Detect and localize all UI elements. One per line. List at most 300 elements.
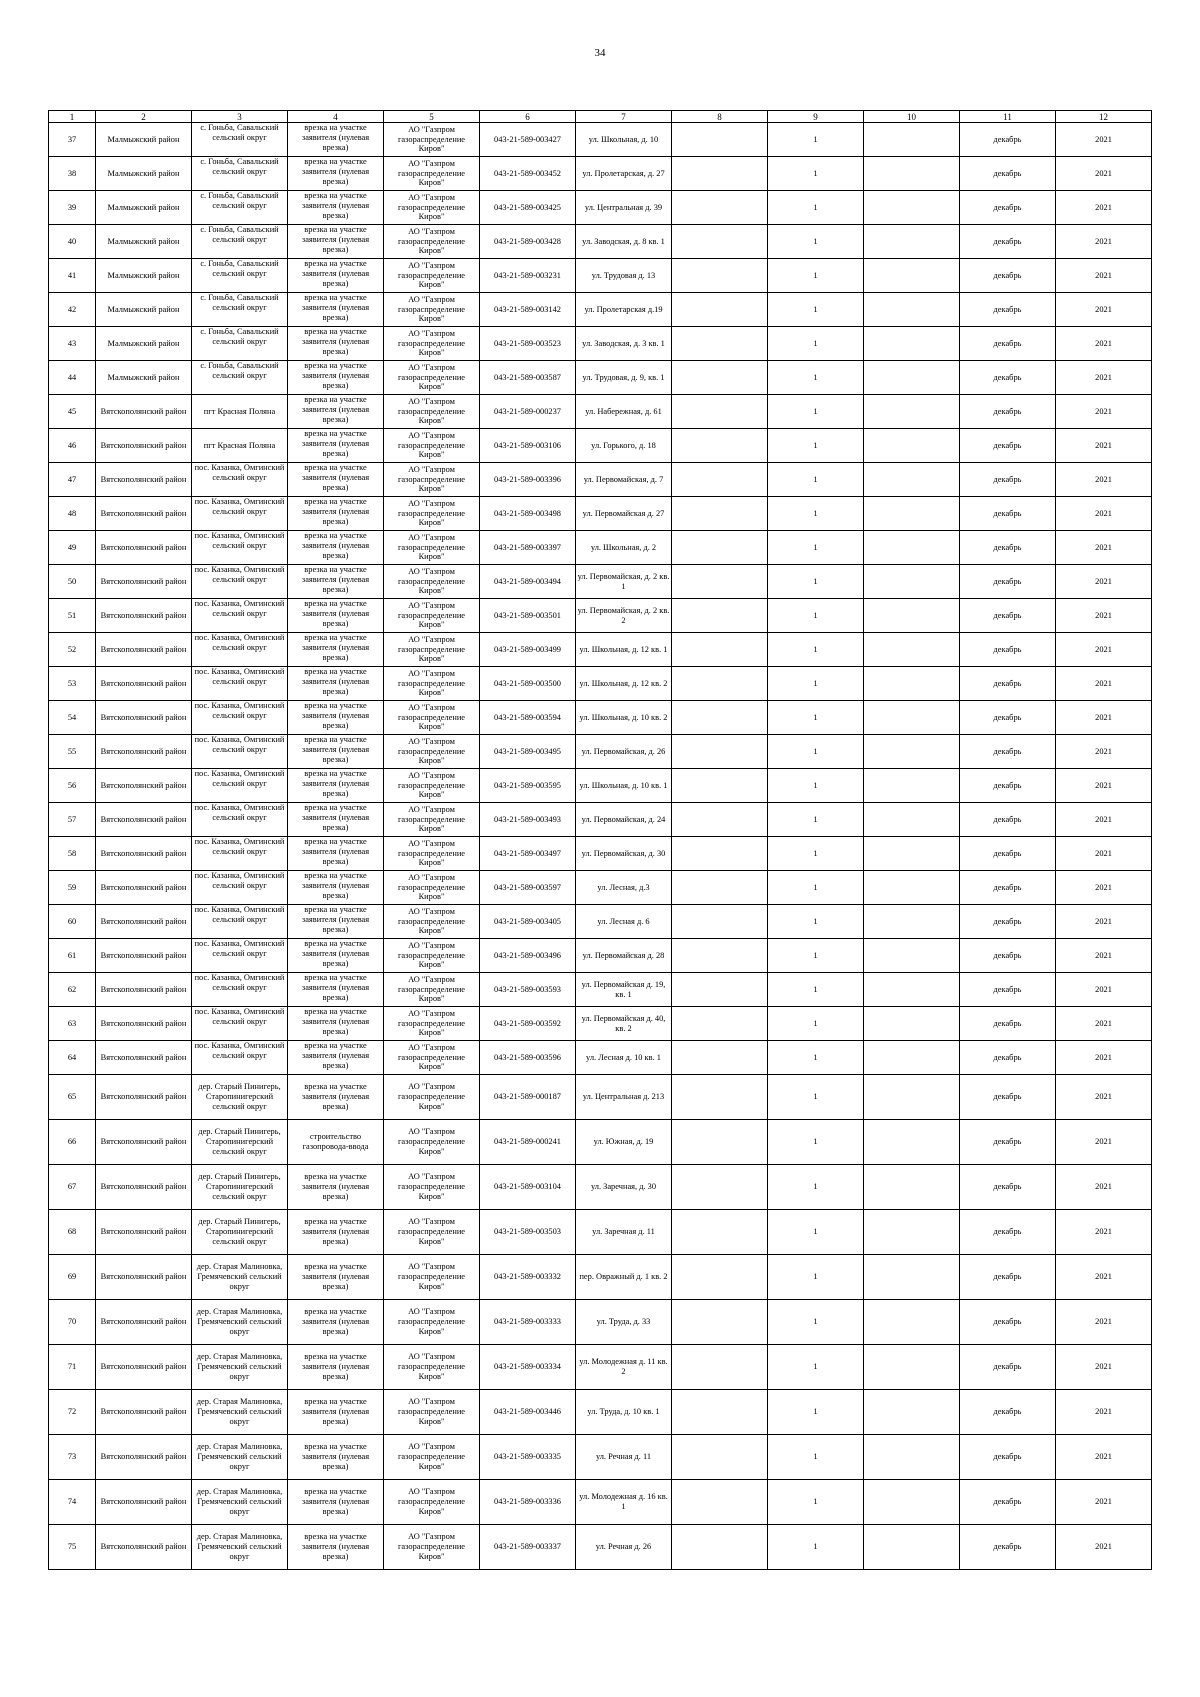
year-cell: 2021 <box>1056 463 1152 497</box>
organization-cell <box>384 1480 480 1525</box>
work-type-cell <box>288 1435 384 1480</box>
month-cell: декабрь <box>960 837 1056 871</box>
locality-cell <box>192 1480 288 1525</box>
month-cell: декабрь <box>960 327 1056 361</box>
quantity-cell: 1 <box>768 1165 864 1210</box>
quantity-cell: 1 <box>768 429 864 463</box>
col10-cell <box>864 327 960 361</box>
locality-text: дер. Старая Малиновка, Гремячевский сельский округ <box>196 1352 283 1381</box>
col8-cell <box>672 1525 768 1570</box>
year-cell: 2021 <box>1056 837 1152 871</box>
row-number-cell: 57 <box>49 803 96 837</box>
work-type-text: врезка на участке заявителя (нулевая врезка) <box>301 157 370 186</box>
col8-cell <box>672 395 768 429</box>
table-row <box>49 497 1152 531</box>
work-type-cell <box>288 327 384 361</box>
quantity-cell: 1 <box>768 565 864 599</box>
organization-cell <box>384 157 480 191</box>
organization-text: АО "Газпром газораспределение Киров" <box>397 600 466 630</box>
year-cell: 2021 <box>1056 1075 1152 1120</box>
month-cell: декабрь <box>960 1075 1056 1120</box>
locality-cell <box>192 1007 288 1041</box>
quantity-cell: 1 <box>768 395 864 429</box>
work-type-text: врезка на участке заявителя (нулевая врезка) <box>301 1007 370 1036</box>
organization-cell <box>384 1345 480 1390</box>
work-type-cell <box>288 871 384 905</box>
row-number-cell: 60 <box>49 905 96 939</box>
table-row <box>49 939 1152 973</box>
locality-cell <box>192 565 288 599</box>
district-cell: Вятскополянский район <box>96 769 192 803</box>
year-cell: 2021 <box>1056 1255 1152 1300</box>
code-cell: 043-21-589-003493 <box>480 803 576 837</box>
code-cell: 043-21-589-003427 <box>480 123 576 157</box>
locality-text: пос. Казанка, Омгинский сельский округ <box>194 803 285 822</box>
month-cell: декабрь <box>960 259 1056 293</box>
address-cell: ул. Школьная, д. 10 <box>576 123 672 157</box>
organization-text: АО "Газпром газораспределение Киров" <box>397 464 466 494</box>
column-number-4: 4 <box>288 111 384 123</box>
table-row <box>49 565 1152 599</box>
col10-cell <box>864 1041 960 1075</box>
locality-text: пос. Казанка, Омгинский сельский округ <box>194 463 285 482</box>
district-cell: Малмыжский район <box>96 123 192 157</box>
code-cell: 043-21-589-003587 <box>480 361 576 395</box>
quantity-cell: 1 <box>768 837 864 871</box>
row-number-cell: 75 <box>49 1525 96 1570</box>
locality-text: пос. Казанка, Омгинский сельский округ <box>194 531 285 550</box>
month-cell: декабрь <box>960 531 1056 565</box>
col8-cell <box>672 1255 768 1300</box>
locality-cell <box>192 259 288 293</box>
code-cell: 043-21-589-003503 <box>480 1210 576 1255</box>
organization-cell <box>384 1390 480 1435</box>
year-cell: 2021 <box>1056 1390 1152 1435</box>
col10-cell <box>864 429 960 463</box>
work-type-cell <box>288 735 384 769</box>
locality-cell <box>192 837 288 871</box>
work-type-cell <box>288 667 384 701</box>
organization-text: АО "Газпром газораспределение Киров" <box>397 158 466 188</box>
quantity-cell: 1 <box>768 1390 864 1435</box>
column-number-3: 3 <box>192 111 288 123</box>
quantity-cell: 1 <box>768 225 864 259</box>
month-cell: декабрь <box>960 1041 1056 1075</box>
quantity-cell: 1 <box>768 1041 864 1075</box>
table-row <box>49 123 1152 157</box>
table-body <box>49 123 1152 1570</box>
locality-cell <box>192 701 288 735</box>
column-number-9: 9 <box>768 111 864 123</box>
address-cell: ул. Школьная, д. 2 <box>576 531 672 565</box>
code-cell: 043-21-589-000237 <box>480 395 576 429</box>
work-type-text: врезка на участке заявителя (нулевая врезка) <box>301 599 370 628</box>
col8-cell <box>672 837 768 871</box>
locality-cell <box>192 157 288 191</box>
organization-text: АО "Газпром газораспределение Киров" <box>397 396 466 426</box>
address-cell: ул. Первомайская, д. 30 <box>576 837 672 871</box>
district-cell: Вятскополянский район <box>96 1041 192 1075</box>
col8-cell <box>672 1210 768 1255</box>
locality-cell <box>192 769 288 803</box>
col8-cell <box>672 701 768 735</box>
col10-cell <box>864 905 960 939</box>
col10-cell <box>864 225 960 259</box>
col8-cell <box>672 1075 768 1120</box>
work-type-text: врезка на участке заявителя (нулевая врезка) <box>301 1532 370 1561</box>
month-cell: декабрь <box>960 735 1056 769</box>
locality-cell <box>192 1300 288 1345</box>
row-number-cell: 50 <box>49 565 96 599</box>
year-cell: 2021 <box>1056 531 1152 565</box>
year-cell: 2021 <box>1056 1345 1152 1390</box>
code-cell: 043-21-589-003106 <box>480 429 576 463</box>
table-row <box>49 157 1152 191</box>
month-cell: декабрь <box>960 667 1056 701</box>
work-type-cell <box>288 769 384 803</box>
table-row <box>49 395 1152 429</box>
organization-cell <box>384 497 480 531</box>
column-number-8: 8 <box>672 111 768 123</box>
col8-cell <box>672 1007 768 1041</box>
organization-text: АО "Газпром газораспределение Киров" <box>397 1442 466 1471</box>
table-row <box>49 1210 1152 1255</box>
organization-cell <box>384 837 480 871</box>
col8-cell <box>672 463 768 497</box>
work-type-text: врезка на участке заявителя (нулевая врезка) <box>301 1217 370 1246</box>
col10-cell <box>864 293 960 327</box>
organization-text: АО "Газпром газораспределение Киров" <box>397 498 466 528</box>
col10-cell <box>864 837 960 871</box>
col10-cell <box>864 157 960 191</box>
month-cell: декабрь <box>960 1165 1056 1210</box>
table-row <box>49 1480 1152 1525</box>
work-type-cell <box>288 429 384 463</box>
quantity-cell: 1 <box>768 1525 864 1570</box>
organization-cell <box>384 191 480 225</box>
month-cell: декабрь <box>960 803 1056 837</box>
work-type-text: врезка на участке заявителя (нулевая врезка) <box>301 803 370 832</box>
quantity-cell: 1 <box>768 905 864 939</box>
organization-cell <box>384 1210 480 1255</box>
code-cell: 043-21-589-003597 <box>480 871 576 905</box>
locality-text: с. Гоньба, Савальский сельский округ <box>200 123 279 142</box>
locality-text: дер. Старая Малиновка, Гремячевский сельский округ <box>196 1442 283 1471</box>
table-row <box>49 1120 1152 1165</box>
work-type-cell <box>288 1255 384 1300</box>
district-cell: Малмыжский район <box>96 157 192 191</box>
work-type-cell <box>288 531 384 565</box>
row-number-cell: 44 <box>49 361 96 395</box>
row-number-cell: 65 <box>49 1075 96 1120</box>
column-number-10: 10 <box>864 111 960 123</box>
code-cell: 043-21-589-003142 <box>480 293 576 327</box>
year-cell: 2021 <box>1056 1300 1152 1345</box>
row-number-cell: 70 <box>49 1300 96 1345</box>
organization-text: АО "Газпром газораспределение Киров" <box>397 1172 466 1201</box>
row-number-cell: 55 <box>49 735 96 769</box>
district-cell: Вятскополянский район <box>96 837 192 871</box>
work-type-cell <box>288 1007 384 1041</box>
col10-cell <box>864 463 960 497</box>
table-row <box>49 667 1152 701</box>
month-cell: декабрь <box>960 429 1056 463</box>
year-cell: 2021 <box>1056 497 1152 531</box>
work-type-text: врезка на участке заявителя (нулевая врезка) <box>301 1442 370 1471</box>
col8-cell <box>672 769 768 803</box>
address-cell: ул. Лесная, д.3 <box>576 871 672 905</box>
month-cell: декабрь <box>960 1525 1056 1570</box>
row-number-cell: 63 <box>49 1007 96 1041</box>
work-type-cell <box>288 191 384 225</box>
col8-cell <box>672 1480 768 1525</box>
district-cell: Вятскополянский район <box>96 973 192 1007</box>
address-cell: ул. Первомайская, д. 24 <box>576 803 672 837</box>
work-type-cell <box>288 905 384 939</box>
address-cell: ул. Первомайская, д. 2 кв. 1 <box>576 565 672 599</box>
work-type-text: врезка на участке заявителя (нулевая врезка) <box>301 497 370 526</box>
organization-text: АО "Газпром газораспределение Киров" <box>397 770 466 800</box>
address-cell: ул. Школьная, д. 12 кв. 2 <box>576 667 672 701</box>
code-cell: 043-21-589-003494 <box>480 565 576 599</box>
organization-text: АО "Газпром газораспределение Киров" <box>397 872 466 902</box>
work-type-text: врезка на участке заявителя (нулевая врезка) <box>301 429 370 458</box>
year-cell: 2021 <box>1056 1480 1152 1525</box>
col8-cell <box>672 293 768 327</box>
year-cell: 2021 <box>1056 769 1152 803</box>
code-cell: 043-21-589-003104 <box>480 1165 576 1210</box>
code-cell: 043-21-589-003592 <box>480 1007 576 1041</box>
year-cell: 2021 <box>1056 939 1152 973</box>
work-type-cell <box>288 157 384 191</box>
locality-cell <box>192 191 288 225</box>
locality-cell <box>192 667 288 701</box>
work-type-cell <box>288 361 384 395</box>
locality-cell <box>192 1165 288 1210</box>
col8-cell <box>672 259 768 293</box>
col8-cell <box>672 633 768 667</box>
work-type-cell <box>288 1525 384 1570</box>
work-type-text: врезка на участке заявителя (нулевая врезка) <box>301 463 370 492</box>
locality-text: с. Гоньба, Савальский сельский округ <box>200 157 279 176</box>
locality-text: пос. Казанка, Омгинский сельский округ <box>194 497 285 516</box>
work-type-text: врезка на участке заявителя (нулевая врезка) <box>301 327 370 356</box>
work-type-cell <box>288 1075 384 1120</box>
month-cell: декабрь <box>960 497 1056 531</box>
district-cell: Малмыжский район <box>96 191 192 225</box>
col8-cell <box>672 803 768 837</box>
district-cell: Вятскополянский район <box>96 735 192 769</box>
locality-text: дер. Старый Пинигерь, Старопинигерский сельский округ <box>198 1127 281 1156</box>
organization-text: АО "Газпром газораспределение Киров" <box>397 1008 466 1038</box>
year-cell: 2021 <box>1056 1525 1152 1570</box>
address-cell: ул. Заводская, д. 8 кв. 1 <box>576 225 672 259</box>
address-cell: ул. Трудовая д. 13 <box>576 259 672 293</box>
month-cell: декабрь <box>960 1210 1056 1255</box>
work-type-cell <box>288 1390 384 1435</box>
col10-cell <box>864 633 960 667</box>
organization-text: АО "Газпром газораспределение Киров" <box>397 1127 466 1156</box>
locality-cell <box>192 123 288 157</box>
table-row <box>49 225 1152 259</box>
organization-cell <box>384 361 480 395</box>
district-cell: Вятскополянский район <box>96 1435 192 1480</box>
quantity-cell: 1 <box>768 361 864 395</box>
address-cell: ул. Горького, д. 18 <box>576 429 672 463</box>
locality-text: дер. Старая Малиновка, Гремячевский сельский округ <box>196 1262 283 1291</box>
work-type-cell <box>288 565 384 599</box>
year-cell: 2021 <box>1056 1165 1152 1210</box>
row-number-cell: 66 <box>49 1120 96 1165</box>
row-number-cell: 64 <box>49 1041 96 1075</box>
quantity-cell: 1 <box>768 1300 864 1345</box>
work-type-cell <box>288 497 384 531</box>
row-number-cell: 61 <box>49 939 96 973</box>
month-cell: декабрь <box>960 871 1056 905</box>
table-row <box>49 905 1152 939</box>
column-number-5: 5 <box>384 111 480 123</box>
work-type-text: врезка на участке заявителя (нулевая врезка) <box>301 361 370 390</box>
locality-text: дер. Старая Малиновка, Гремячевский сельский округ <box>196 1487 283 1516</box>
locality-cell <box>192 871 288 905</box>
district-cell: Вятскополянский район <box>96 701 192 735</box>
quantity-cell: 1 <box>768 327 864 361</box>
locality-cell <box>192 905 288 939</box>
code-cell: 043-21-589-003396 <box>480 463 576 497</box>
locality-text: дер. Старый Пинигерь, Старопинигерский сельский округ <box>198 1172 281 1201</box>
row-number-cell: 68 <box>49 1210 96 1255</box>
district-cell: Вятскополянский район <box>96 497 192 531</box>
organization-cell <box>384 327 480 361</box>
quantity-cell: 1 <box>768 1345 864 1390</box>
address-cell: ул. Первомайская, д. 2 кв. 2 <box>576 599 672 633</box>
organization-text: АО "Газпром газораспределение Киров" <box>397 1042 466 1072</box>
organization-cell <box>384 531 480 565</box>
col10-cell <box>864 1007 960 1041</box>
table-row <box>49 599 1152 633</box>
month-cell: декабрь <box>960 225 1056 259</box>
district-cell: Вятскополянский район <box>96 395 192 429</box>
col10-cell <box>864 1390 960 1435</box>
quantity-cell: 1 <box>768 667 864 701</box>
quantity-cell: 1 <box>768 259 864 293</box>
table-row <box>49 191 1152 225</box>
month-cell: декабрь <box>960 395 1056 429</box>
quantity-cell: 1 <box>768 973 864 1007</box>
row-number-cell: 54 <box>49 701 96 735</box>
col8-cell <box>672 191 768 225</box>
organization-cell <box>384 1435 480 1480</box>
code-cell: 043-21-589-003231 <box>480 259 576 293</box>
code-cell: 043-21-589-003595 <box>480 769 576 803</box>
work-type-text: врезка на участке заявителя (нулевая врезка) <box>301 1352 370 1381</box>
work-type-cell <box>288 395 384 429</box>
organization-text: АО "Газпром газораспределение Киров" <box>397 1307 466 1336</box>
locality-text: пос. Казанка, Омгинский сельский округ <box>194 905 285 924</box>
locality-cell: пгт Красная Поляна <box>192 429 288 463</box>
organization-text: АО "Газпром газораспределение Киров" <box>397 124 466 154</box>
month-cell: декабрь <box>960 1480 1056 1525</box>
work-type-cell: строительство газопровода-ввода <box>288 1120 384 1165</box>
quantity-cell: 1 <box>768 1435 864 1480</box>
col8-cell <box>672 429 768 463</box>
col10-cell <box>864 599 960 633</box>
address-cell: ул. Центральная д. 39 <box>576 191 672 225</box>
year-cell: 2021 <box>1056 259 1152 293</box>
district-cell: Вятскополянский район <box>96 1525 192 1570</box>
quantity-cell: 1 <box>768 1120 864 1165</box>
locality-text: с. Гоньба, Савальский сельский округ <box>200 191 279 210</box>
organization-text: АО "Газпром газораспределение Киров" <box>397 192 466 222</box>
year-cell: 2021 <box>1056 429 1152 463</box>
column-number-2: 2 <box>96 111 192 123</box>
address-cell: ул. Лесная д. 10 кв. 1 <box>576 1041 672 1075</box>
organization-text: АО "Газпром газораспределение Киров" <box>397 634 466 664</box>
work-type-cell <box>288 293 384 327</box>
organization-cell <box>384 463 480 497</box>
locality-cell <box>192 1255 288 1300</box>
organization-cell <box>384 123 480 157</box>
year-cell: 2021 <box>1056 803 1152 837</box>
work-type-cell <box>288 1041 384 1075</box>
district-cell: Вятскополянский район <box>96 939 192 973</box>
address-cell: ул. Лесная д. 6 <box>576 905 672 939</box>
table-row <box>49 1525 1152 1570</box>
organization-text: АО "Газпром газораспределение Киров" <box>397 362 466 392</box>
work-type-cell <box>288 633 384 667</box>
column-number-12: 12 <box>1056 111 1152 123</box>
work-type-text: врезка на участке заявителя (нулевая врезка) <box>301 191 370 220</box>
col8-cell <box>672 157 768 191</box>
organization-text: АО "Газпром газораспределение Киров" <box>397 1532 466 1561</box>
row-number-cell: 67 <box>49 1165 96 1210</box>
quantity-cell: 1 <box>768 633 864 667</box>
district-cell: Вятскополянский район <box>96 1210 192 1255</box>
district-cell: Вятскополянский район <box>96 803 192 837</box>
locality-cell: пгт Красная Поляна <box>192 395 288 429</box>
organization-cell <box>384 1120 480 1165</box>
work-type-text: врезка на участке заявителя (нулевая врезка) <box>301 225 370 254</box>
work-type-text: врезка на участке заявителя (нулевая врезка) <box>301 701 370 730</box>
col8-cell <box>672 361 768 395</box>
col10-cell <box>864 361 960 395</box>
locality-cell <box>192 1435 288 1480</box>
organization-cell <box>384 701 480 735</box>
table-row <box>49 769 1152 803</box>
organization-text: АО "Газпром газораспределение Киров" <box>397 328 466 358</box>
row-number-cell: 49 <box>49 531 96 565</box>
col10-cell <box>864 803 960 837</box>
locality-text: дер. Старая Малиновка, Гремячевский сельский округ <box>196 1397 283 1426</box>
month-cell: декабрь <box>960 1435 1056 1480</box>
quantity-cell: 1 <box>768 701 864 735</box>
work-type-text: врезка на участке заявителя (нулевая врезка) <box>301 1397 370 1426</box>
quantity-cell: 1 <box>768 1007 864 1041</box>
locality-cell <box>192 1525 288 1570</box>
col10-cell <box>864 973 960 1007</box>
column-number-6: 6 <box>480 111 576 123</box>
year-cell: 2021 <box>1056 667 1152 701</box>
organization-cell <box>384 667 480 701</box>
row-number-cell: 73 <box>49 1435 96 1480</box>
year-cell: 2021 <box>1056 973 1152 1007</box>
col10-cell <box>864 701 960 735</box>
organization-text: АО "Газпром газораспределение Киров" <box>397 1487 466 1516</box>
work-type-cell <box>288 463 384 497</box>
district-cell: Вятскополянский район <box>96 1007 192 1041</box>
locality-cell <box>192 293 288 327</box>
table-row <box>49 633 1152 667</box>
